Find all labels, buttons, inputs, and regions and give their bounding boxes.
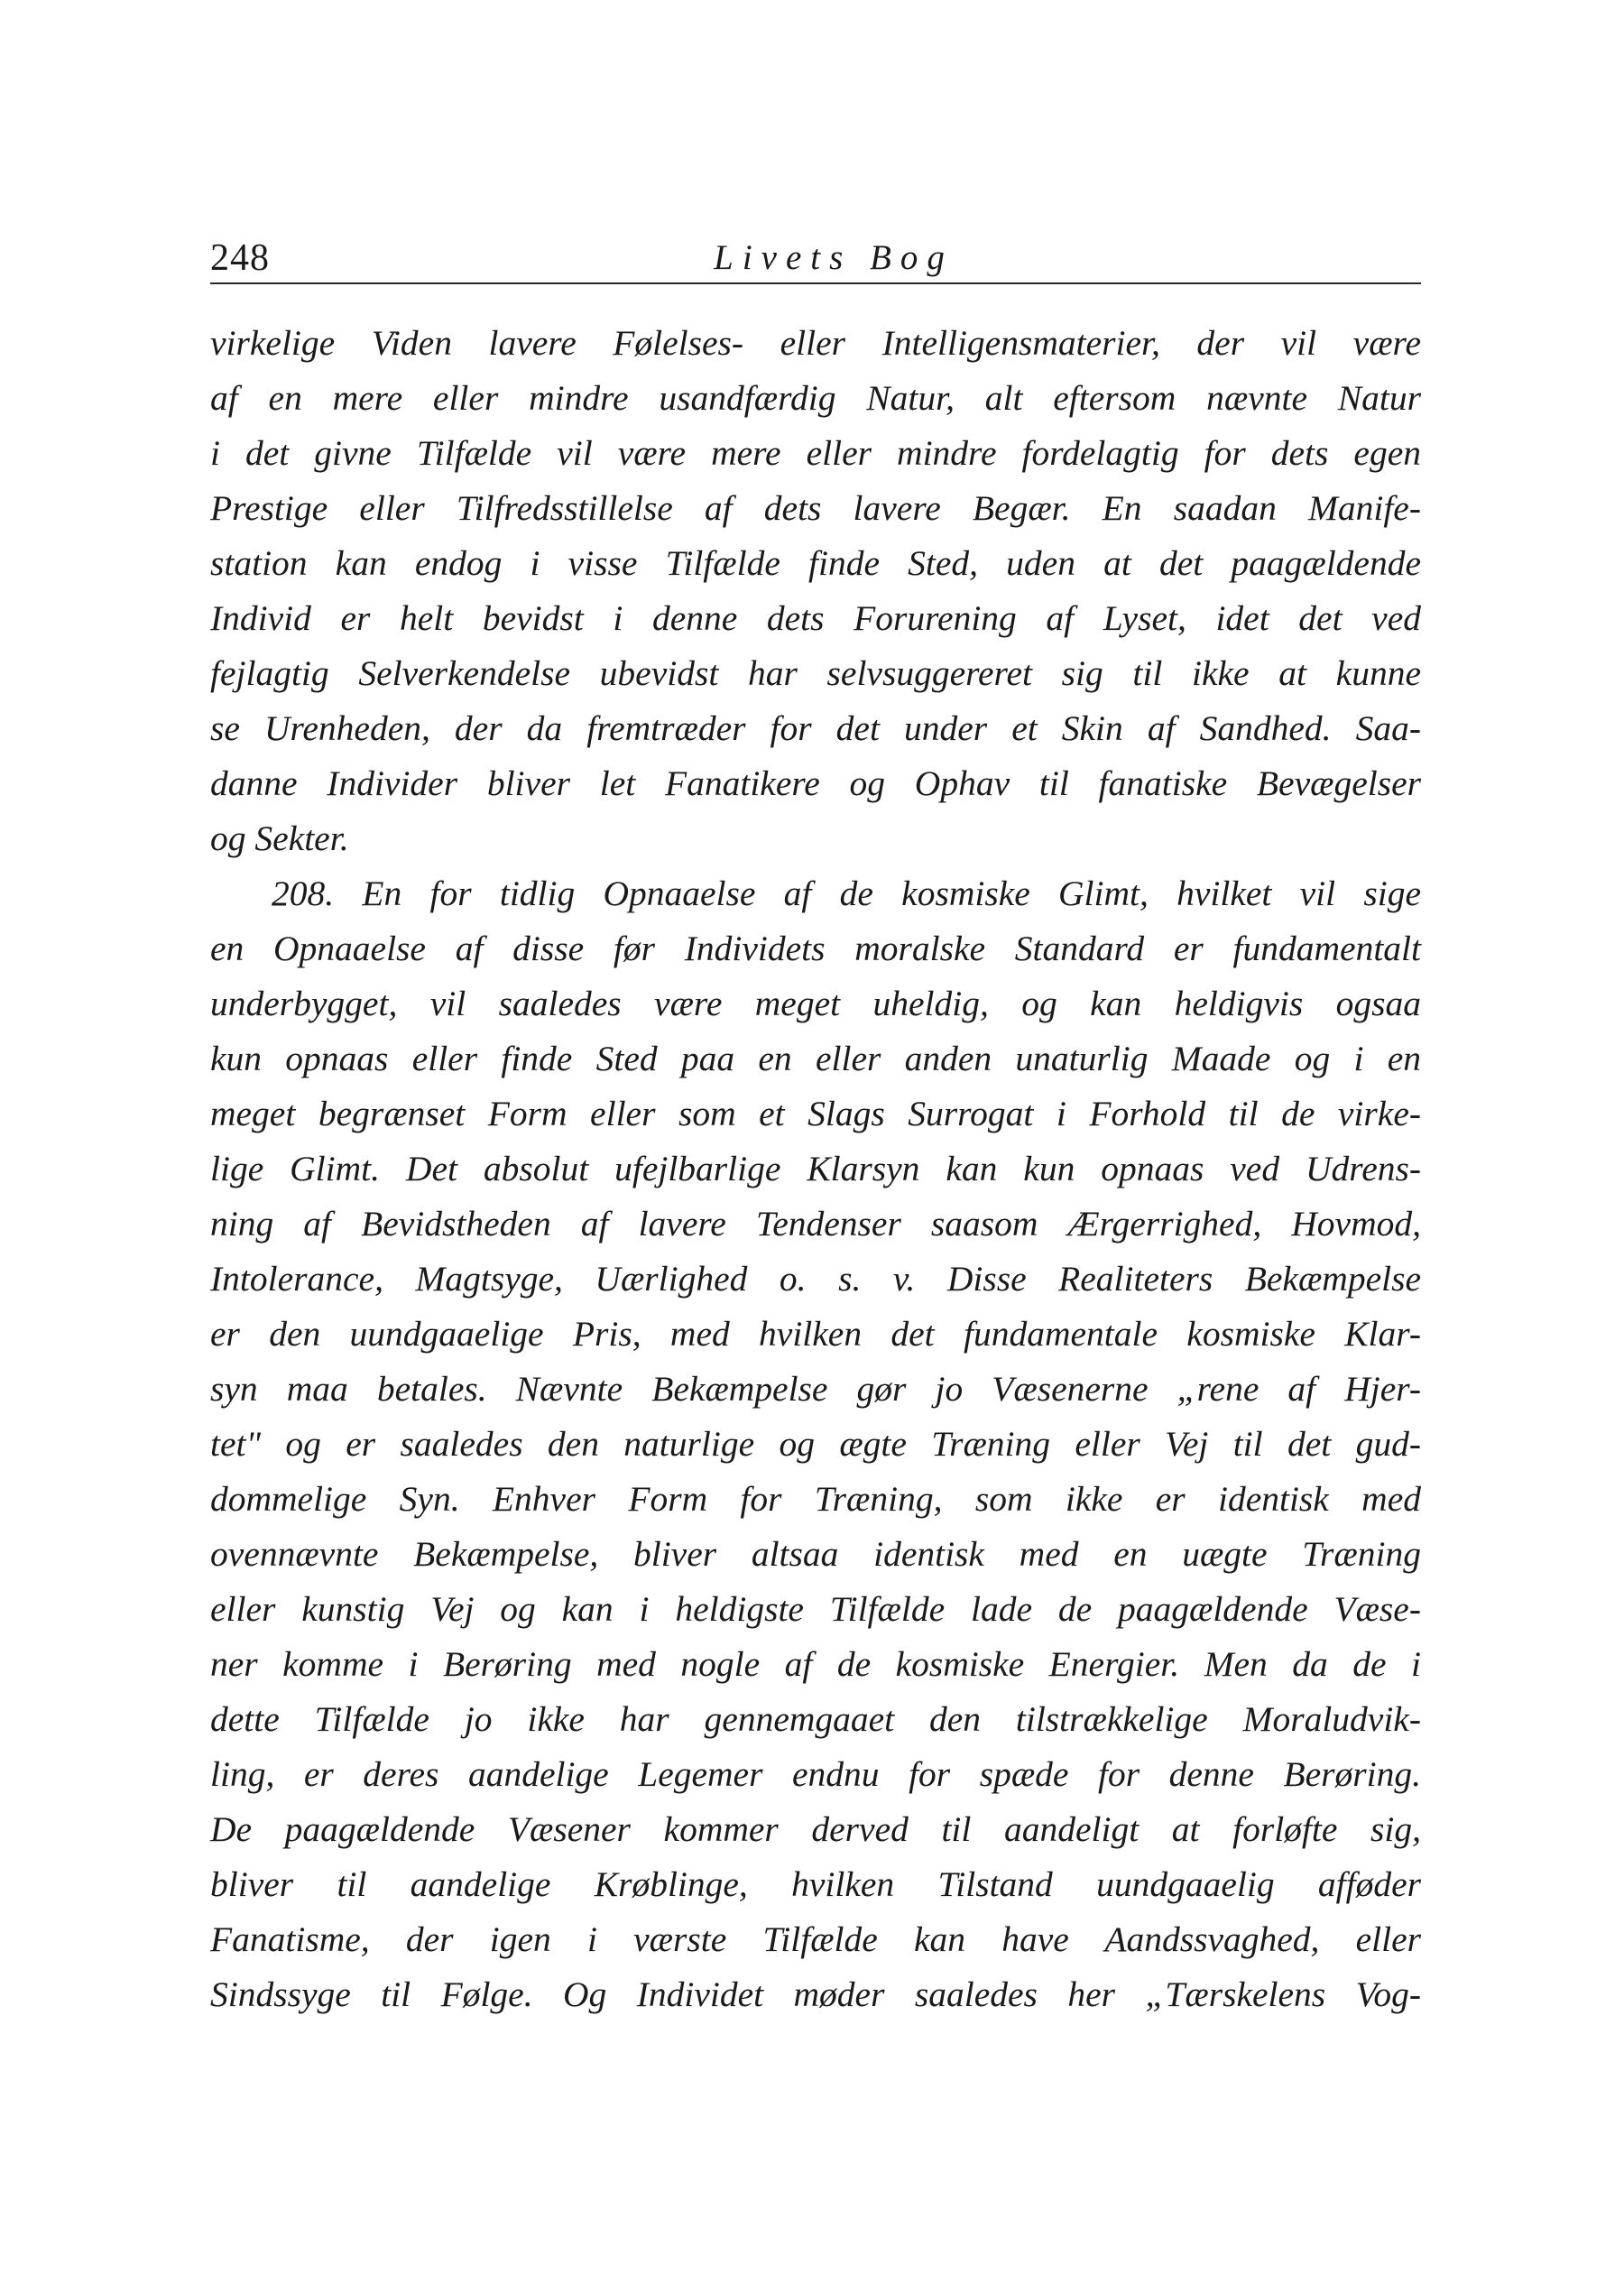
text-line: og Sekter. — [210, 818, 349, 858]
text-line: ning af Bevidstheden af lavere Tendenser saasom Ærgerrighed, Hovmod, — [210, 1204, 1421, 1244]
text-line: De paagældende Væsener kommer derved til aandeligt at forløfte sig, — [210, 1809, 1421, 1849]
text-line: fejlagtig Selverkendelse ubevidst har selvsuggereret sig til ikke at kunne — [210, 653, 1421, 693]
text-line: dommelige Syn. Enhver Form for Træning, som ikke er identisk med — [210, 1479, 1421, 1519]
text-line: station kan endog i visse Tilfælde finde Sted, uden at det paagældende — [210, 543, 1421, 583]
text-line: en Opnaaelse af disse før Individets moralske Standard er fundamentalt — [210, 929, 1421, 968]
text-line: ovennævnte Bekæmpelse, bliver altsaa identisk med en uægte Træning — [210, 1534, 1421, 1574]
text-line: lige Glimt. Det absolut ufejlbarlige Klarsyn kan kun opnaas ved Udrens- — [210, 1149, 1421, 1188]
text-line: virkelige Viden lavere Følelses- eller Intelligensmaterier, der vil være — [210, 323, 1421, 363]
text-line: Fanatisme, der igen i værste Tilfælde kan have Aandssvaghed, eller — [210, 1919, 1421, 1959]
paragraph-start-line: 208. En for tidlig Opnaaelse af de kosmiske Glimt, hvilket vil sige — [272, 874, 1421, 913]
running-title: Livets Bog — [714, 238, 954, 277]
text-line: Sindssyge til Følge. Og Individet møder saaledes her „Tærskelens Vog- — [210, 1974, 1421, 2014]
text-line: underbygget, vil saaledes være meget uheldig, og kan heldigvis ogsaa — [210, 984, 1421, 1023]
page-number: 248 — [210, 237, 270, 279]
text-line: ling, er deres aandelige Legemer endnu for spæde for denne Berøring. — [210, 1754, 1421, 1794]
running-head — [210, 233, 1421, 283]
text-line: meget begrænset Form eller som et Slags Surrogat i Forhold til de virke- — [210, 1094, 1421, 1133]
text-line: tet" og er saaledes den naturlige og ægte Træning eller Vej til det gud- — [210, 1424, 1421, 1464]
text-line: Individ er helt bevidst i denne dets Forurening af Lyset, idet det ved — [210, 598, 1421, 638]
text-line: syn maa betales. Nævnte Bekæmpelse gør jo Væsenerne „rene af Hjer- — [210, 1369, 1421, 1409]
body-text — [210, 316, 1421, 2022]
text-line: danne Individer bliver let Fanatikere og Ophav til fanatiske Bevægelser — [210, 763, 1421, 803]
text-line: af en mere eller mindre usandfærdig Natur, alt eftersom nævnte Natur — [210, 378, 1421, 418]
text-line: dette Tilfælde jo ikke har gennemgaaet den tilstrækkelige Moraludvik- — [210, 1699, 1421, 1739]
text-line: Intolerance, Magtsyge, Uærlighed o. s. v. Disse Realiteters Bekæmpelse — [210, 1259, 1421, 1299]
text-line: bliver til aandelige Krøblinge, hvilken Tilstand uundgaaelig afføder — [210, 1864, 1421, 1904]
header-rule — [210, 282, 1421, 284]
text-line: eller kunstig Vej og kan i heldigste Tilfælde lade de paagældende Væse- — [210, 1589, 1421, 1629]
text-line: Prestige eller Tilfredsstillelse af dets lavere Begær. En saadan Manife- — [210, 488, 1421, 528]
text-line: ner komme i Berøring med nogle af de kosmiske Energier. Men da de i — [210, 1644, 1421, 1684]
text-line: se Urenheden, der da fremtræder for det under et Skin af Sandhed. Saa- — [210, 708, 1421, 748]
text-line: i det givne Tilfælde vil være mere eller mindre fordelagtig for dets egen — [210, 433, 1421, 473]
text-line: kun opnaas eller finde Sted paa en eller anden unaturlig Maade og i en — [210, 1039, 1421, 1078]
text-line: er den uundgaaelige Pris, med hvilken det fundamentale kosmiske Klar- — [210, 1314, 1421, 1354]
